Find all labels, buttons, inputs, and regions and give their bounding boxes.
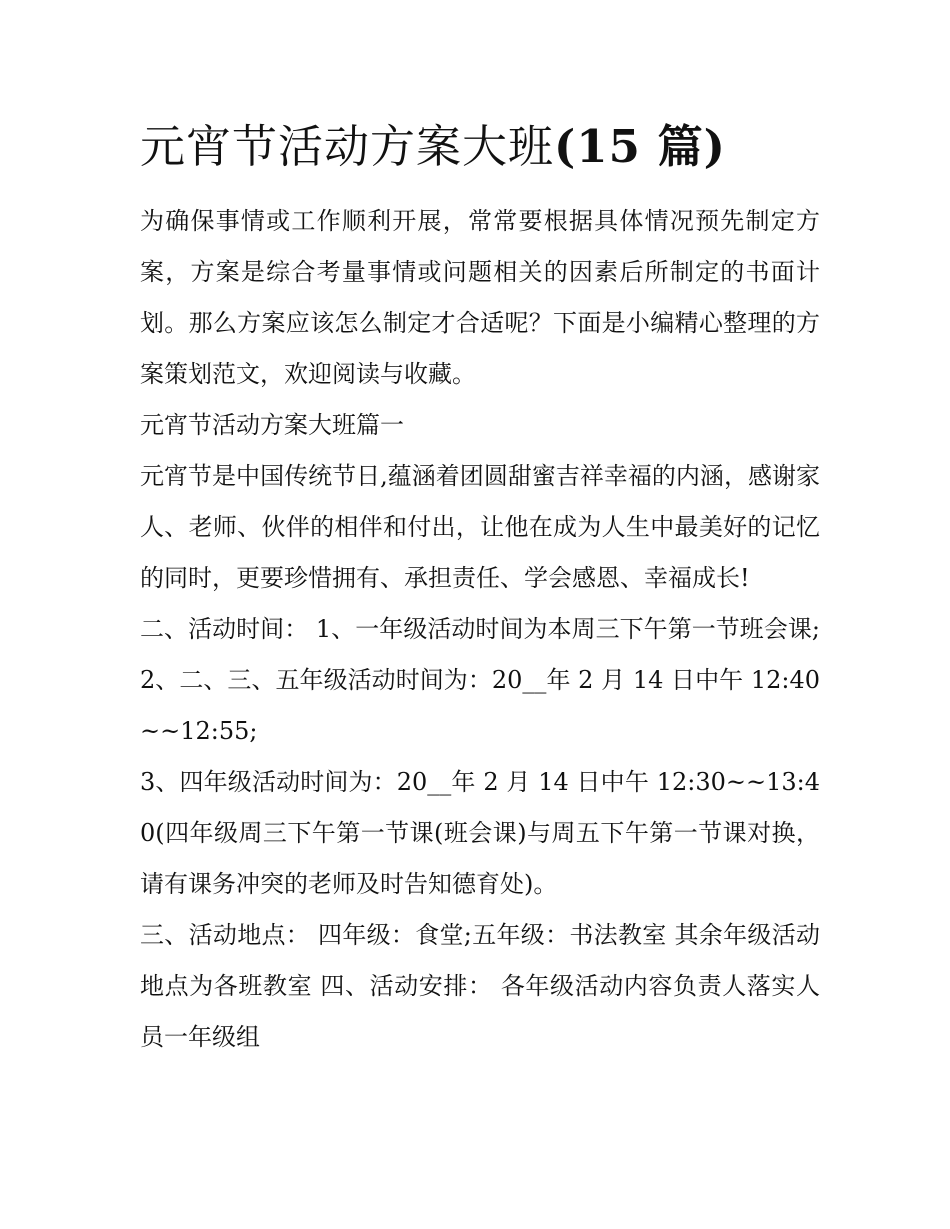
paragraph-activity-location: 三、活动地点： 四年级：食堂;五年级：书法教室 其余年级活动地点为各班教室 四、活动安排： 各年级活动内容负责人落实人员一年级组: [140, 921, 820, 1051]
document-title: [140, 112, 820, 182]
paragraph-purpose: 元宵节是中国传统节日,蕴涵着团圆甜蜜吉祥幸福的内涵，感谢家人、老师、伙伴的相伴和付出，让他在成为人生中最美好的记忆的同时，更要珍惜拥有、承担责任、学会感恩、幸福成长!: [140, 462, 820, 592]
intro-paragraph: 为确保事情或工作顺利开展，常常要根据具体情况预先制定方案，方案是综合考量事情或问题相关的因素后所制定的书面计划。那么方案应该怎么制定才合适呢？下面是小编精心整理的方案策划范文，欢迎阅读与收藏。: [140, 207, 820, 388]
paragraph-grade-four-time: 3、四年级活动时间为：20__年 2 月 14 日中午 12:30~~13:40(四年级周三下午第一节课(班会课)与周五下午第一节课对换，请有课务冲突的老师及时告知德育处)。: [140, 768, 820, 898]
title-text: 元宵节活动方案大班: [140, 120, 555, 173]
section-heading: 元宵节活动方案大班篇一: [140, 411, 404, 439]
title-count: (15 篇): [554, 120, 726, 173]
document-page: [140, 112, 820, 1063]
paragraph-activity-time: 二、活动时间： 1、一年级活动时间为本周三下午第一节班会课; 2、二、三、五年级活动时间为：20__年 2 月 14 日中午 12:40~~12:55;: [140, 615, 820, 745]
